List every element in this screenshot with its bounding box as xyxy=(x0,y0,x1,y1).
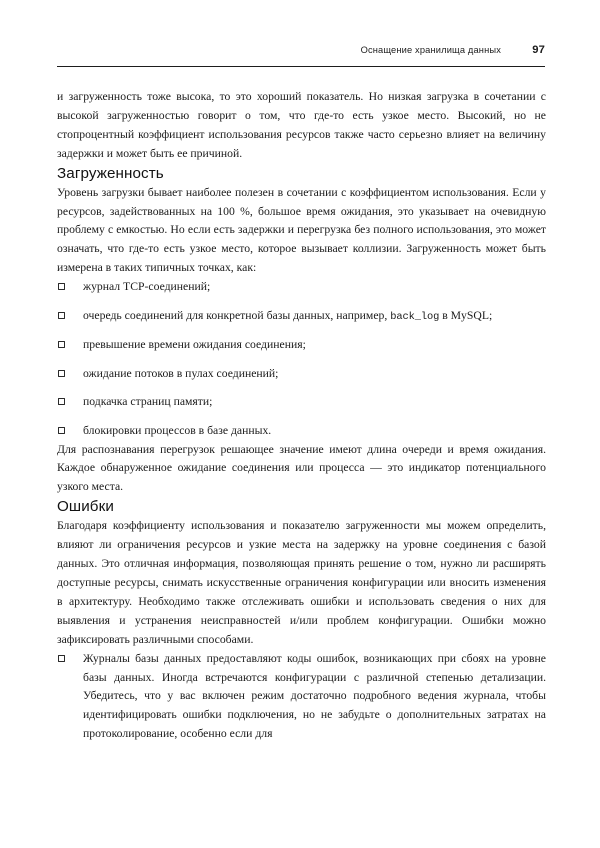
square-bullet-icon xyxy=(58,370,65,377)
list-item xyxy=(57,393,546,412)
list-item-text: превышение времени ожидания соединения; xyxy=(83,338,306,352)
section-1-paragraph-2: Для распознавания перегрузок решающее значение имеют длина очереди и время ожидания. Каждое обнаруженное ожидание соединения или процесса — это индикатор потенциального узкого места. xyxy=(57,442,546,494)
bullet-list-error-sources xyxy=(57,650,546,745)
list-item xyxy=(57,650,546,745)
list-item xyxy=(57,307,546,327)
page-number: 97 xyxy=(532,44,545,56)
list-item-text: ожидание потоков в пулах соединений; xyxy=(83,366,279,380)
square-bullet-icon xyxy=(58,398,65,405)
square-bullet-icon xyxy=(58,312,65,319)
square-bullet-icon xyxy=(58,427,65,434)
list-item-text-tail: в MySQL; xyxy=(439,308,493,322)
list-item-text: Журналы базы данных предоставляют коды ошибок, возникающих при сбоях на уровне базы данных. Иногда встречаются конфигурации с различной степенью детализации. Убедитесь, что у вас включен режим достаточно подробного ведения журнала, чтобы идентифицировать ошибки подключения, но не забудьте о дополнительных затратах на протоколирование, особенно если для xyxy=(83,651,546,741)
section-heading-oshibki: Ошибки xyxy=(57,498,114,516)
list-item xyxy=(57,278,546,297)
running-header-title: Оснащение хранилища данных xyxy=(360,45,501,55)
square-bullet-icon xyxy=(58,655,65,662)
inline-code-back-log: back_log xyxy=(390,310,440,323)
header-rule-divider xyxy=(57,66,545,67)
list-item-text: подкачка страниц памяти; xyxy=(83,395,213,409)
running-header xyxy=(57,44,545,56)
list-item-text: журнал TCP-соединений; xyxy=(83,280,211,294)
list-item-text: блокировки процессов в базе данных. xyxy=(83,423,272,437)
section-1-paragraph-1: Уровень загрузки бывает наиболее полезен в сочетании с коэффициентом использования. Если у ресурсов, задействованных на 100 %, большое время ожидания, это указывает на очевидную проблему с емкостью. Но если есть задержки и перегрузка без полного использования, это может означать, что где-то есть узкое место, которое вызывает коллизии. Загруженность может быть измерена в таких типичных точках, как: xyxy=(57,185,546,275)
list-item-text: очередь соединений для конкретной базы данных, например, xyxy=(83,308,391,322)
list-item xyxy=(57,422,546,441)
square-bullet-icon xyxy=(58,341,65,348)
section-heading-zagruzhennost: Загруженность xyxy=(57,164,164,182)
section-2-paragraph-1: Благодаря коэффициенту использования и показателю загруженности мы можем определить, влияют ли ограничения ресурсов и узкие места на задержку на уровне соединения с базой данных. Это отличная информация, позволяющая принять решение о том, нужно ли расширять доступные ресурсы, снимать искусственные ограничения конфигурации или вносить изменения в архитектуру. Необходимо также отслеживать ошибки и использовать сведения о них для выявления и устранения неисправностей и/или проблем конфигурации. Ошибки можно зафиксировать различными способами. xyxy=(57,519,546,646)
list-item xyxy=(57,336,546,355)
text-column xyxy=(57,88,546,744)
bullet-list-saturation-points xyxy=(57,278,546,440)
square-bullet-icon xyxy=(58,283,65,290)
intro-paragraph: и загруженность тоже высока, то это хороший показатель. Но низкая загрузка в сочетании с высокой загруженностью говорит о том, что где-то есть узкое место. Высокий, но не стопроцентный коэффициент использования ресурсов также часто серьезно влияет на величину задержки и может быть ее причиной. xyxy=(57,90,546,160)
list-item xyxy=(57,365,546,384)
